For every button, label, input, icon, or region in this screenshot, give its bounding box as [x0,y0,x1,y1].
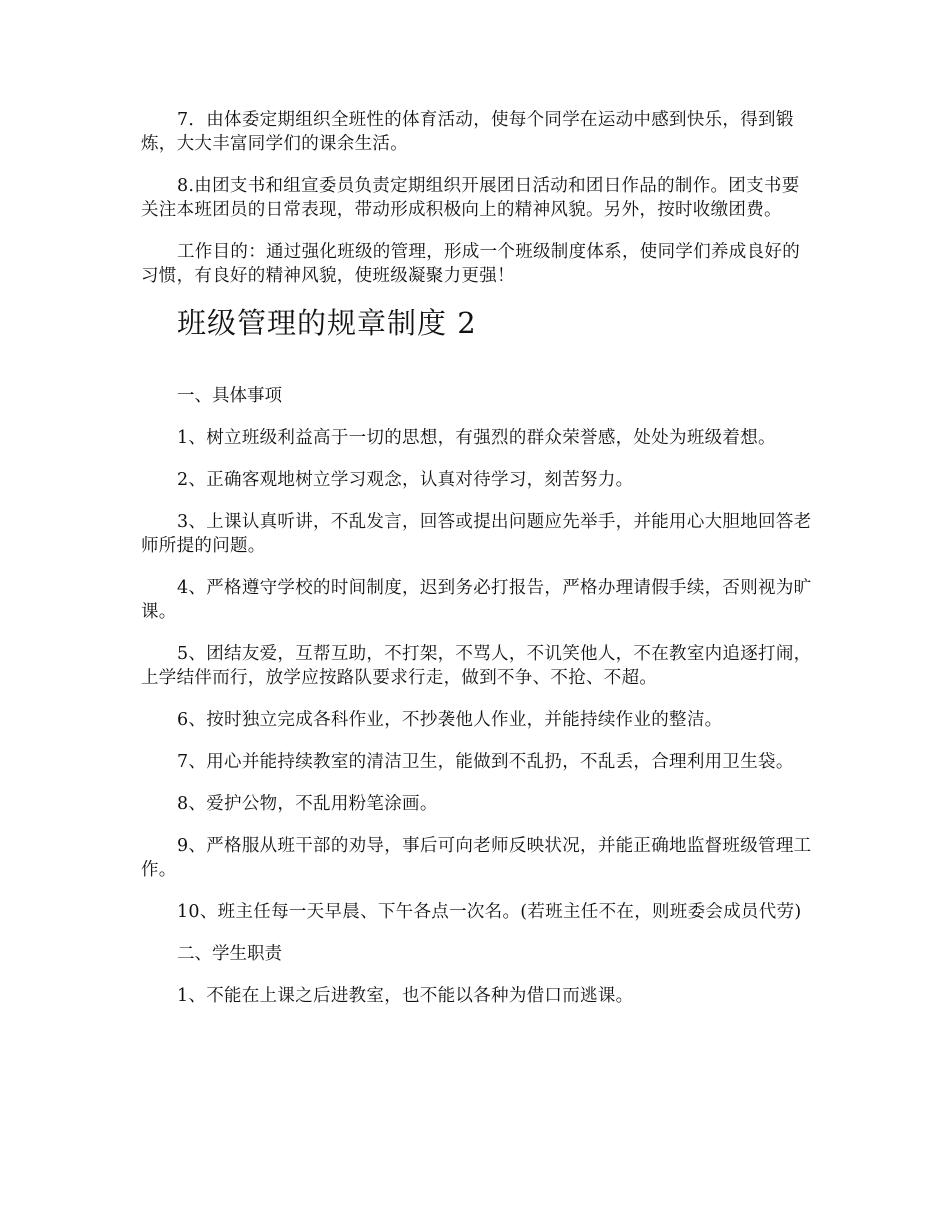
list-item: 4、严格遵守学校的时间制度，迟到务必打报告，严格办理请假手续，否则视为旷课。 [141,578,812,622]
work-purpose-paragraph: 工作目的：通过强化班级的管理，形成一个班级制度体系，使同学们养成良好的习惯，有良好的精神风貌，使班级凝聚力更强！ [141,242,800,286]
list-item: 5、团结友爱，互帮互助，不打架，不骂人，不讥笑他人，不在教室内追逐打闹，上学结伴而行，放学应按路队要求行走，做到不争、不抢、不超。 [141,644,812,688]
intro-paragraph-7: 7．由体委定期组织全班性的体育活动，使每个同学在运动中感到快乐，得到锻炼，大大丰富同学们的课余生活。 [141,110,794,154]
list-item: 6、按时独立完成各科作业，不抄袭他人作业，并能持续作业的整洁。 [177,710,723,730]
list-item: 1、不能在上课之后进教室，也不能以各种为借口而逃课。 [177,986,634,1006]
list-item: 8、爱护公物，不乱用粉笔涂画。 [177,794,438,814]
list-item: 3、上课认真听讲，不乱发言，回答或提出问题应先举手，并能用心大胆地回答老师所提的问题。 [141,512,812,556]
part2-heading: 二、学生职责 [177,944,282,964]
section-title: 班级管理的规章制度 2 [177,306,477,340]
list-item: 1、树立班级利益高于一切的思想，有强烈的群众荣誉感，处处为班级着想。 [177,428,776,448]
list-item: 9、严格服从班干部的劝导，事后可向老师反映状况，并能正确地监督班级管理工作。 [141,836,812,880]
list-item: 7、用心并能持续教室的清洁卫生，能做到不乱扔，不乱丢，合理利用卫生袋。 [177,752,794,772]
list-item: 10、班主任每一天早晨、下午各点一次名。(若班主任不在，则班委会成员代劳) [177,902,802,922]
part1-heading: 一、具体事项 [177,386,282,406]
list-item: 2、正确客观地树立学习观念，认真对待学习，刻苦努力。 [177,470,634,490]
intro-paragraph-8: 8.由团支书和组宣委员负责定期组织开展团日活动和团日作品的制作。团支书要关注本班团员的日常表现，带动形成积极向上的精神风貌。另外，按时收缴团费。 [141,176,800,220]
document-page [141,108,813,1026]
